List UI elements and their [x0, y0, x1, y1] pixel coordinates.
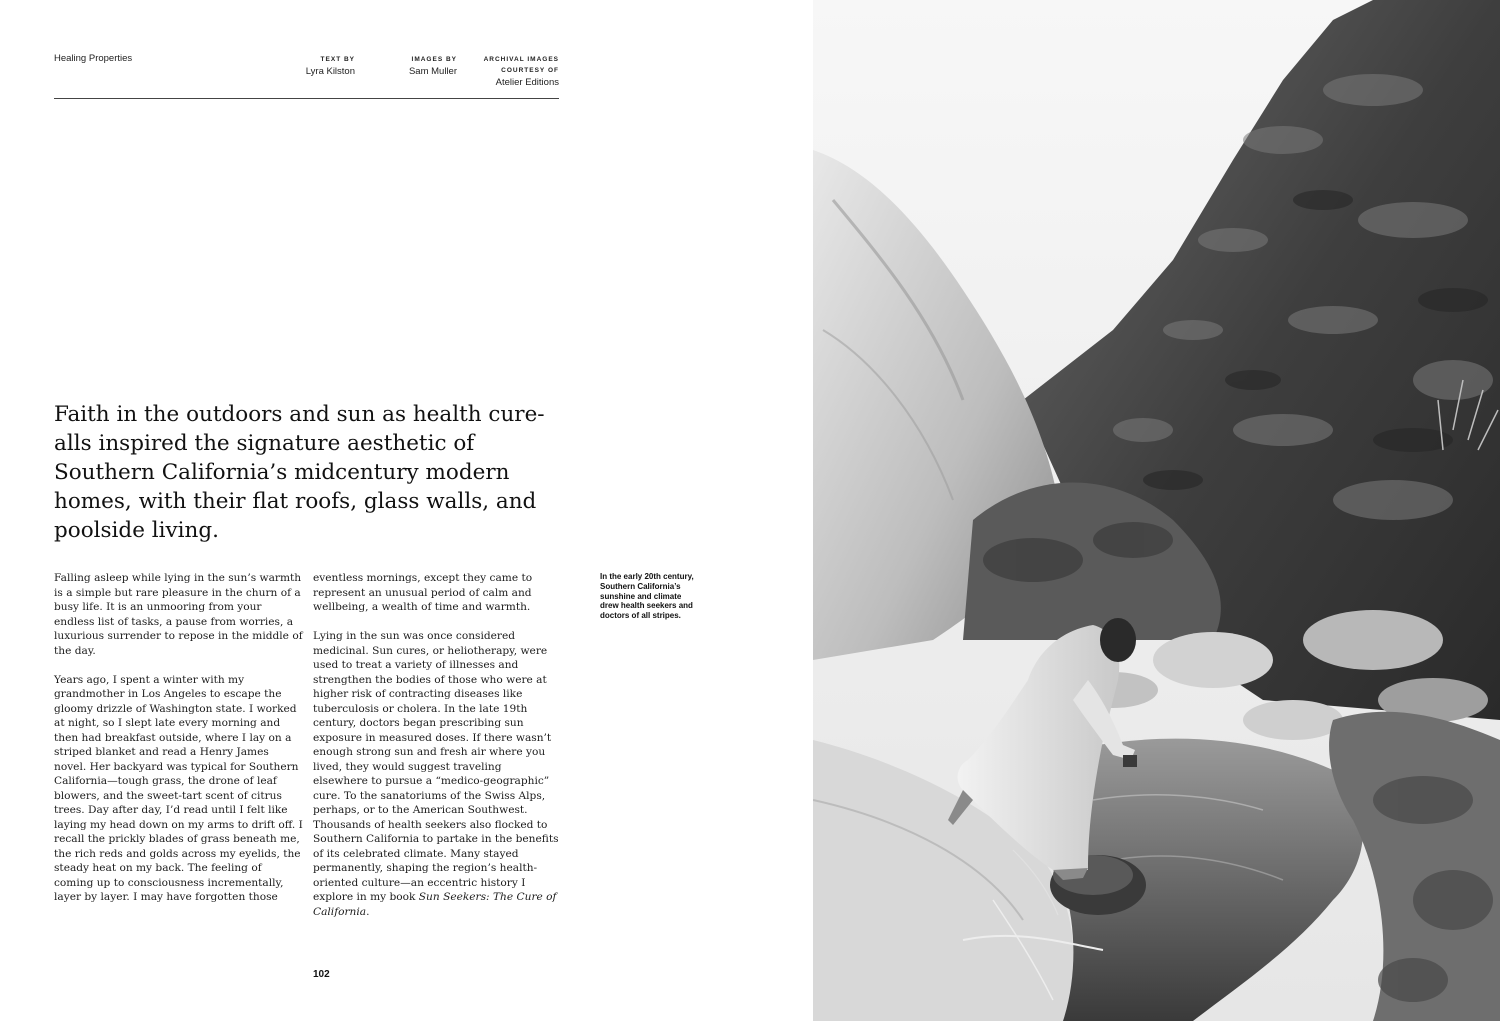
body-paragraph: Falling asleep while lying in the sun’s warmth is a simple but rare pleasure in the churn of a busy life. It is an unmooring from your endless list of tasks, a pause from worries, a luxurious surrender to repose in the middle of the day.: [54, 572, 303, 657]
text-credit: [265, 54, 355, 78]
body-column-1: [54, 571, 304, 919]
header-rule: [54, 98, 559, 99]
body-paragraph: eventless mornings, except they came to represent an unusual period of calm and wellbeing, a wealth of time and warmth.: [313, 572, 533, 613]
images-credit-name: Sam Muller: [408, 66, 457, 77]
text-credit-label: TEXT BY: [320, 56, 355, 63]
text-credit-name: Lyra Kilston: [305, 66, 355, 77]
images-credit-label: IMAGES BY: [411, 56, 457, 63]
book-title: Sun Seekers: The Cure of California: [313, 891, 557, 918]
masthead: [54, 52, 559, 92]
archival-credit-label: ARCHIVAL IMAGES COURTESY OF: [483, 56, 559, 74]
body-text-end: .: [366, 905, 370, 918]
archival-credit: [469, 54, 559, 89]
section-title: Healing Properties: [54, 53, 133, 64]
photo-caption: In the early 20th century, Southern California’s sunshine and climate drew health seekers and doctors of all stripes.: [600, 572, 694, 621]
body-column-2: [313, 571, 559, 934]
body-text: Lying in the sun was once considered medicinal. Sun cures, or heliotherapy, were used to treat a variety of illnesses and strengthen the bodies of those who were at higher risk of contracting diseases like tuberculosis or cholera. In the late 19th century, doctors began prescribing sun exposure in measured doses. If there wasn’t enough strong sun and fresh air where you lived, they would suggest traveling elsewhere to pursue a “medico-geographic” cure. To the sanatoriums of the Swiss Alps, perhaps, or to the American Southwest. Thousands of health seekers also flocked to Southern California to partake in the benefits of its celebrated climate. Many stayed permanently, shaping the region’s health-oriented culture—an eccentric history I explore in my book: [313, 630, 559, 903]
body-paragraph: [313, 629, 559, 919]
pull-quote: Faith in the outdoors and sun as health cure-alls inspired the signature aesthetic of Southern California’s midcentury modern homes, with their flat roofs, glass walls, and poolside living.: [54, 402, 545, 543]
archival-photo-illustration: [813, 0, 1500, 1021]
archival-credit-name: Atelier Editions: [495, 77, 559, 88]
archival-photo: [813, 0, 1500, 1021]
body-paragraph: Years ago, I spent a winter with my grandmother in Los Angeles to escape the gloomy drizzle of Washington state. I worked at night, so I slept late every morning and then had breakfast outside, where I lay on a striped blanket and read a Henry James novel. Her backyard was typical for Southern California—tough grass, the drone of leaf blowers, and the sweet-tart scent of citrus trees. Day after day, I’d read until I felt like laying my head down on my arms to drift off. I recall the prickly blades of grass beneath me, the rich reds and golds across my eyelids, the steady heat on my back. The feeling of coming up to consciousness incrementally, layer by layer. I may have forgotten those: [54, 673, 303, 903]
page-number: 102: [313, 969, 330, 980]
images-credit: [367, 54, 457, 78]
